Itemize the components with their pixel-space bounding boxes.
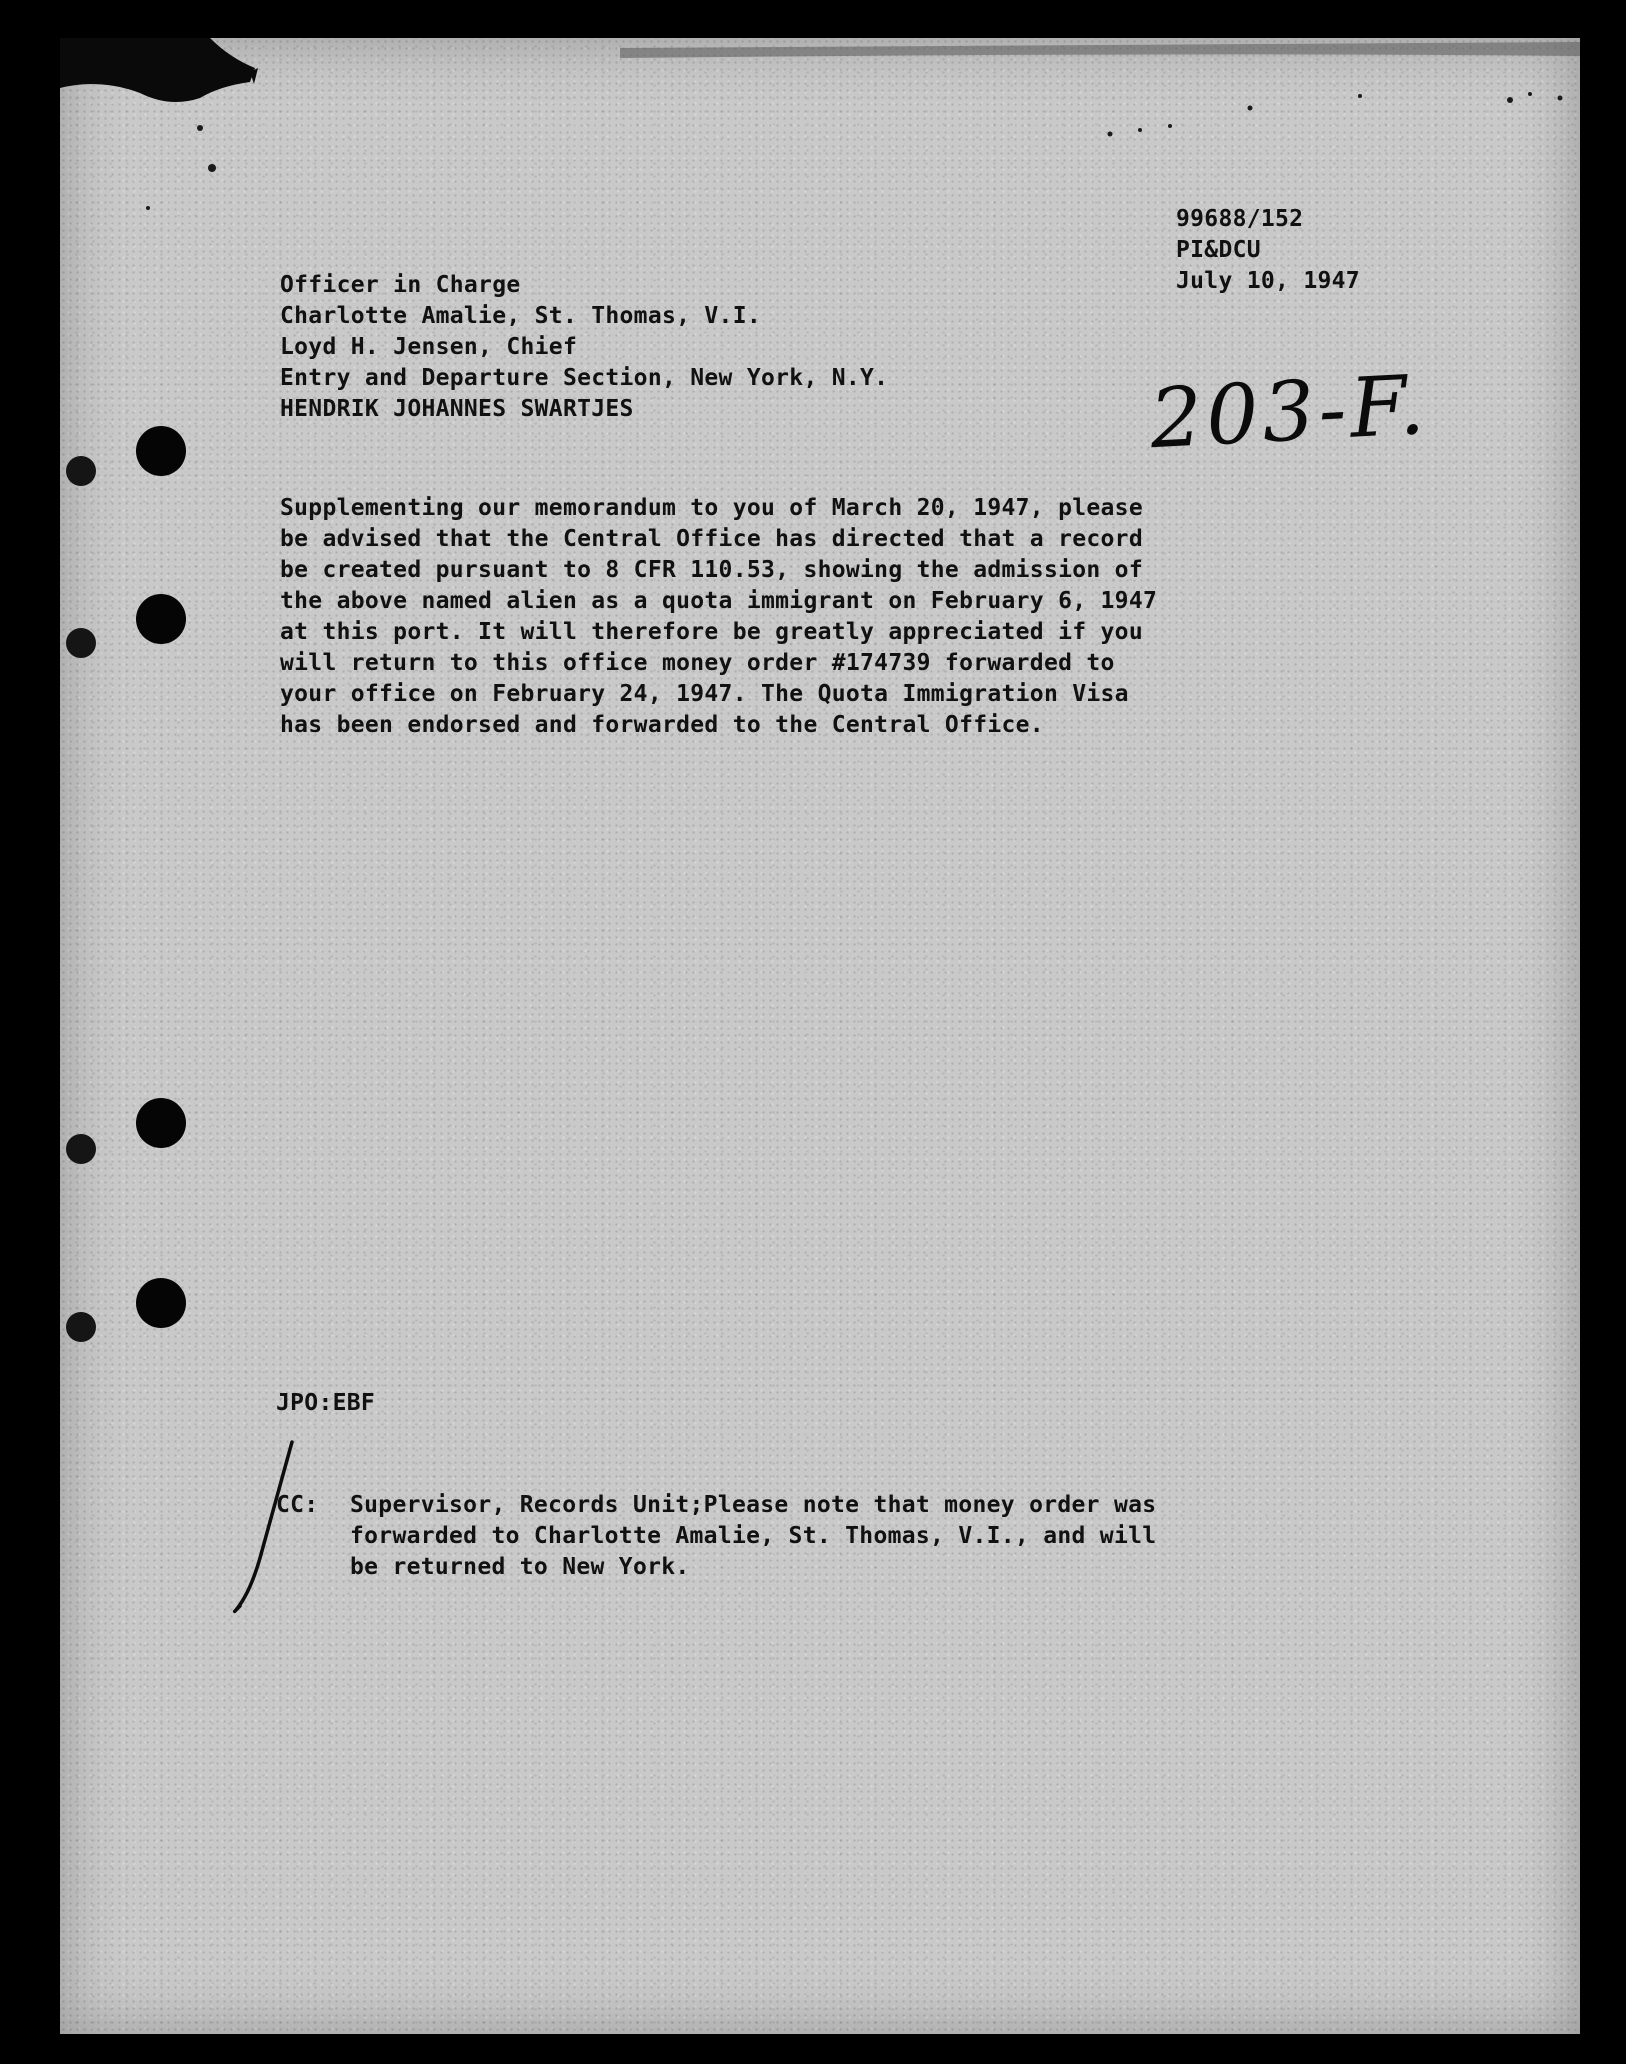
cc-line: forwarded to Charlotte Amalie, St. Thomas, V.I., and will [350, 1523, 1157, 1549]
punch-hole-shadow [66, 456, 96, 486]
reference-block [1176, 204, 1360, 297]
document-page [60, 38, 1580, 2034]
address-block [280, 270, 888, 425]
punch-hole [136, 1278, 186, 1328]
address-line: Entry and Departure Section, New York, N.Y. [280, 365, 889, 391]
body-line: will return to this office money order #174739 forwarded to [280, 650, 1115, 676]
punch-hole [136, 594, 186, 644]
address-line: Officer in Charge [280, 272, 521, 298]
body-line: be created pursuant to 8 CFR 110.53, showing the admission of [280, 557, 1143, 583]
address-line: Loyd H. Jensen, Chief [280, 334, 578, 360]
office-code: PI&DCU [1176, 237, 1261, 263]
address-line: Charlotte Amalie, St. Thomas, V.I. [280, 303, 762, 329]
punch-hole-shadow [66, 628, 96, 658]
cc-label: CC: [276, 1492, 319, 1518]
body-line: your office on February 24, 1947. The Quota Immigration Visa [280, 681, 1129, 707]
torn-corner [60, 38, 280, 128]
file-number: 99688/152 [1176, 206, 1304, 232]
punch-hole-shadow [66, 1312, 96, 1342]
checkmark-icon [230, 1438, 310, 1618]
cc-line: be returned to New York. [350, 1554, 690, 1580]
body-line: the above named alien as a quota immigrant on February 6, 1947 [280, 588, 1158, 614]
subject-name: HENDRIK JOHANNES SWARTJES [280, 396, 634, 422]
body-line: Supplementing our memorandum to you of March 20, 1947, please [280, 495, 1143, 521]
punch-hole-shadow [66, 1134, 96, 1164]
typist-initials: JPO:EBF [276, 1390, 376, 1416]
memo-body [280, 493, 1157, 741]
body-line: be advised that the Central Office has directed that a record [280, 526, 1143, 552]
cc-block [350, 1490, 1156, 1583]
document-date: July 10, 1947 [1176, 268, 1360, 294]
punch-hole [136, 426, 186, 476]
cc-line: Supervisor, Records Unit;Please note that money order was [350, 1492, 1157, 1518]
body-line: at this port. It will therefore be greatly appreciated if you [280, 619, 1143, 645]
punch-hole [136, 1098, 186, 1148]
handwritten-number: 203-F. [1147, 357, 1431, 468]
body-line: has been endorsed and forwarded to the Central Office. [280, 712, 1044, 738]
